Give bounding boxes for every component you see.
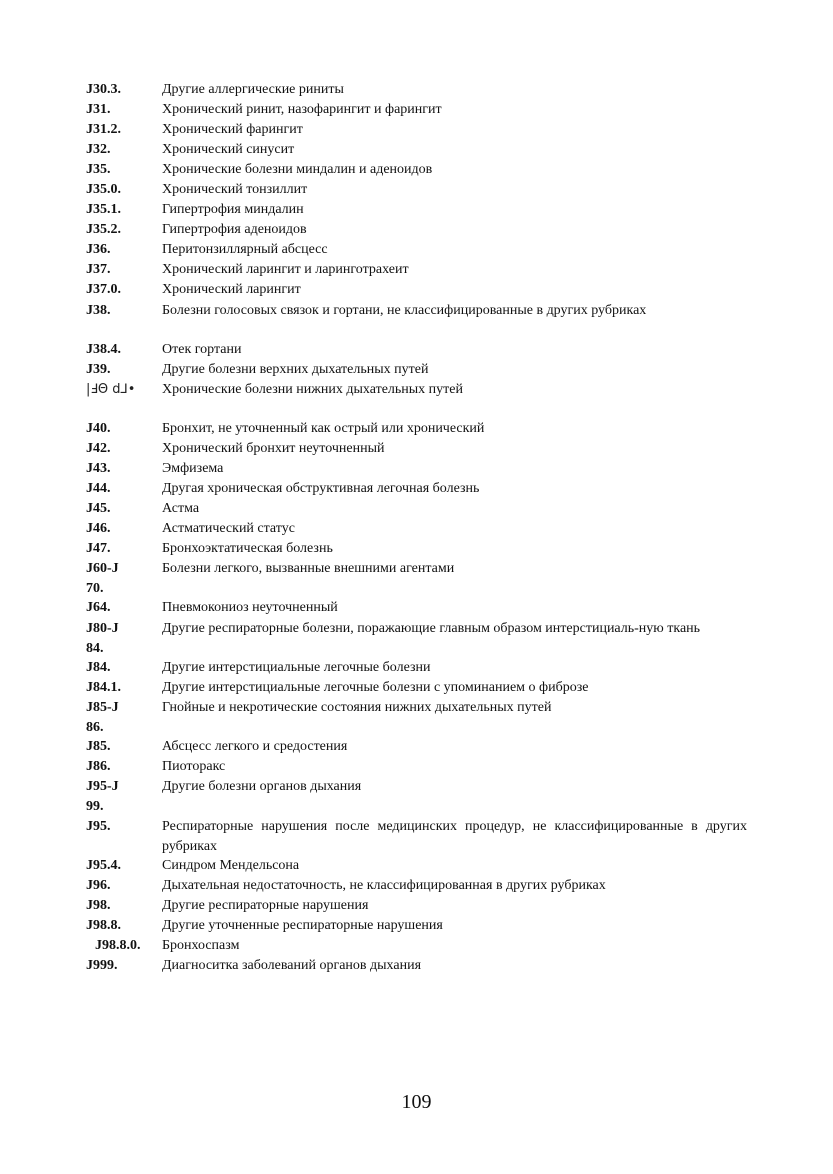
icd-code: J98.8. — [86, 918, 121, 933]
icd-code: J999. — [86, 958, 118, 973]
icd-code: J31.2. — [86, 122, 121, 137]
icd-description: Другие интерстициальные легочные болезни — [162, 660, 431, 675]
icd-description: Диагноситка заболеваний органов дыхания — [162, 958, 422, 973]
icd-code: J60-J 70. — [86, 561, 119, 596]
icd-description: Другие аллергические риниты — [162, 82, 344, 97]
icd-code: J39. — [86, 362, 111, 377]
icd-description: Синдром Мендельсона — [162, 858, 300, 873]
icd-code: J64. — [86, 600, 111, 615]
icd-description: Отек гортани — [162, 342, 242, 357]
icd-code: J45. — [86, 501, 111, 516]
page-number: 109 — [401, 1091, 432, 1113]
icd-description: Другие интерстициальные легочные болезни с упоминанием о фиброзе — [162, 680, 589, 695]
icd-description: Астматический статус — [162, 521, 295, 536]
icd-description: Абсцесс легкого и средостения — [162, 739, 348, 754]
icd-description: Пневмокониоз неуточненный — [162, 600, 338, 615]
icd-description: Другая хроническая обструктивная легочная болезнь — [162, 481, 480, 496]
icd-code: J35. — [86, 162, 111, 177]
icd-code: J85. — [86, 739, 111, 754]
icd-code: J96. — [86, 878, 111, 893]
icd-description: Гнойные и некротические состояния нижних дыхательных путей — [162, 700, 552, 715]
icd-code: J37.0. — [86, 282, 121, 297]
icd-description: Астма — [162, 501, 200, 516]
icd-description: Бронхит, не уточненный как острый или хронический — [162, 421, 485, 436]
icd-code: J98.8.0. — [95, 938, 141, 953]
icd-description: Пиоторакс — [162, 759, 226, 774]
icd-code: J36. — [86, 242, 111, 257]
icd-description: Другие уточненные респираторные нарушения — [162, 918, 443, 933]
icd-description: Эмфизема — [162, 461, 224, 476]
icd-description: Хронические болезни нижних дыхательных путей — [162, 382, 463, 397]
icd-description: Гипертрофия миндалин — [162, 202, 304, 217]
icd-code: J44. — [86, 481, 111, 496]
icd-code: J35.0. — [86, 182, 121, 197]
icd-description: Хронический фарингит — [162, 122, 303, 137]
icd-description: Хронический ларингит и ларинготрахеит — [162, 262, 409, 277]
icd-description: Гипертрофия аденоидов — [162, 222, 307, 237]
icd-description: Хронический синусит — [162, 142, 295, 157]
icd-code: J35.2. — [86, 222, 121, 237]
icd-code: J84.1. — [86, 680, 121, 695]
icd-description: Хронический бронхит неуточненный — [162, 441, 385, 456]
icd-code: J80-J 84. — [86, 621, 119, 656]
icd-code: J42. — [86, 441, 111, 456]
icd-description: Хронические болезни миндалин и аденоидов — [162, 162, 433, 177]
icd-code: J95. — [86, 819, 111, 834]
icd-description: Респираторные нарушения после медицинских процедур, не классифицированные в других рубриках — [162, 819, 747, 854]
icd-code: |ℲΘ ⅾ⅃• — [86, 382, 136, 397]
icd-code: J85-J 86. — [86, 700, 119, 735]
icd-description: Болезни легкого, вызванные внешними агентами — [162, 561, 455, 576]
icd-code: J43. — [86, 461, 111, 476]
icd-code: J32. — [86, 142, 111, 157]
icd-code: J86. — [86, 759, 111, 774]
icd-description: Хронический ринит, назофарингит и фарингит — [162, 102, 442, 117]
icd-code: J95.4. — [86, 858, 121, 873]
icd-description: Бронхоэктатическая болезнь — [162, 541, 333, 556]
icd-description: Болезни голосовых связок и гортани, не классифицированные в других рубриках — [162, 303, 647, 318]
icd-code: J46. — [86, 521, 111, 536]
icd-description: Перитонзиллярный абсцесс — [162, 242, 328, 257]
icd-description: Другие респираторные нарушения — [162, 898, 369, 913]
icd-code: J31. — [86, 102, 111, 117]
icd-code: J47. — [86, 541, 111, 556]
icd-description: Другие респираторные болезни, поражающие главным образом интерстициаль-ную ткань — [162, 621, 701, 636]
icd-code: J95-J 99. — [86, 779, 119, 814]
icd-code: J30.3. — [86, 82, 121, 97]
icd-description: Другие болезни органов дыхания — [162, 779, 362, 794]
icd-description: Хронический ларингит — [162, 282, 301, 297]
icd-description: Бронхоспазм — [162, 938, 240, 953]
icd-code: J38. — [86, 303, 111, 318]
icd-description: Хронический тонзиллит — [162, 182, 308, 197]
icd-code: J40. — [86, 421, 111, 436]
icd-code: J84. — [86, 660, 111, 675]
icd-code: J38.4. — [86, 342, 121, 357]
icd-description: Дыхательная недостаточность, не классифицированная в других рубриках — [162, 878, 606, 893]
icd-description: Другие болезни верхних дыхательных путей — [162, 362, 429, 377]
icd-code: J37. — [86, 262, 111, 277]
icd-code: J35.1. — [86, 202, 121, 217]
icd-code: J98. — [86, 898, 111, 913]
